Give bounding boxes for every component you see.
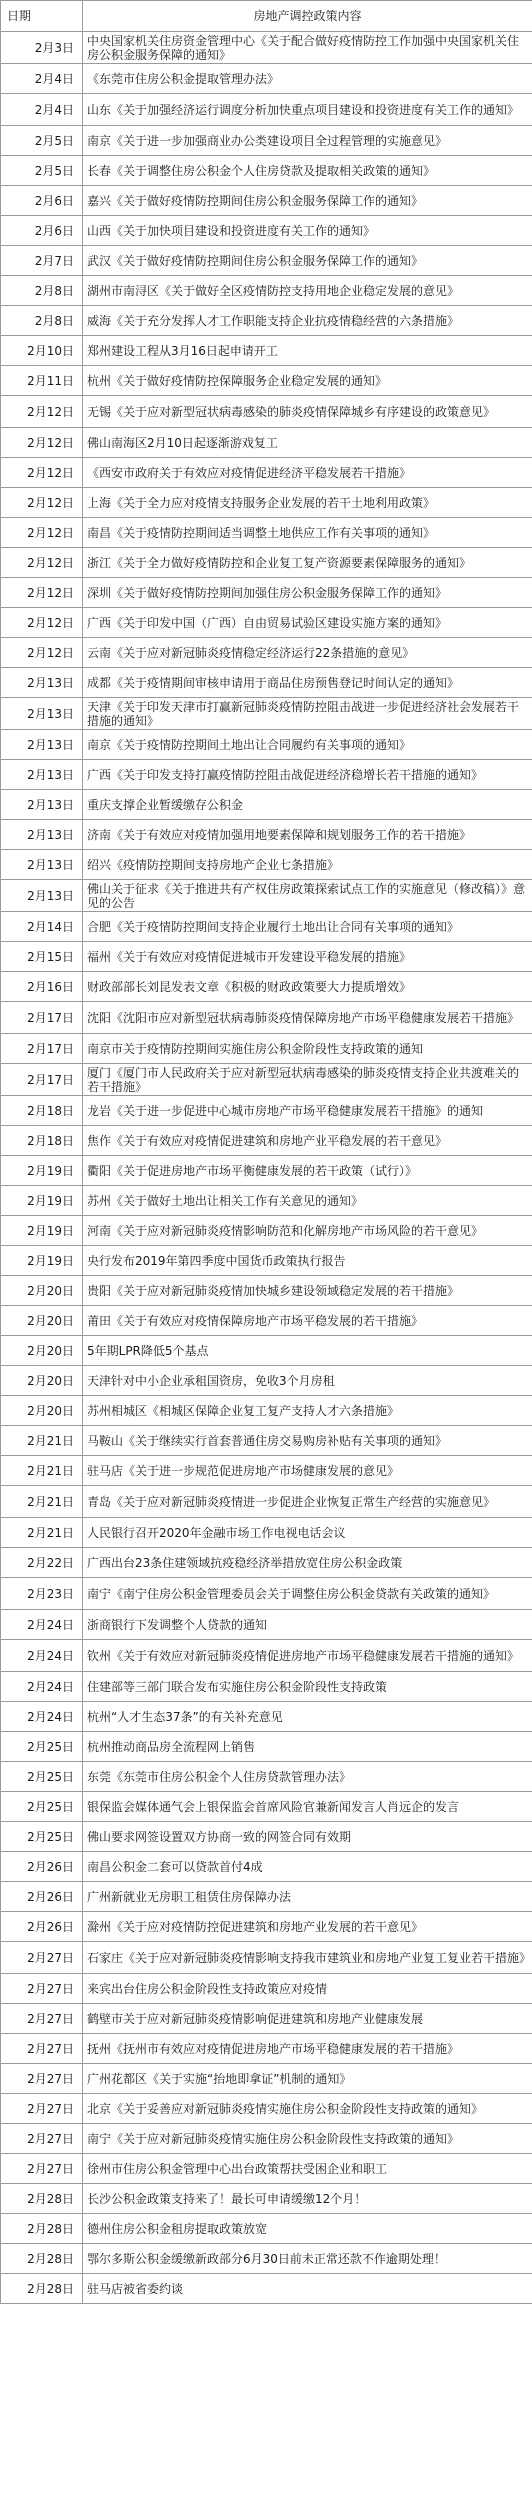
row-date: 2月27日 [1, 2154, 83, 2184]
table-row [1, 366, 532, 396]
table-row [1, 2244, 532, 2274]
table-row [1, 396, 532, 428]
row-date: 2月27日 [1, 2034, 83, 2064]
table-row [1, 2274, 532, 2304]
row-policy-text: 南京市关于疫情防控期间实施住房公积金阶段性支持政策的通知 [83, 1034, 532, 1064]
row-policy-text: 南宁《关于应对新冠肺炎疫情实施住房公积金阶段性支持政策的通知》 [83, 2124, 532, 2154]
row-policy-text: 厦门《厦门市人民政府关于应对新型冠状病毒感染的肺炎疫情支持企业共渡难关的若干措施》 [83, 1064, 532, 1096]
row-policy-text: 莆田《关于有效应对疫情保障房地产市场平稳发展的若干措施》 [83, 1306, 532, 1336]
row-policy-text: 德州住房公积金租房提取政策放宽 [83, 2214, 532, 2244]
table-row [1, 730, 532, 760]
table-row [1, 668, 532, 698]
row-date: 2月23日 [1, 1578, 83, 1610]
table-row [1, 2184, 532, 2214]
row-date: 2月27日 [1, 1942, 83, 1974]
row-date: 2月12日 [1, 396, 83, 428]
table-row [1, 126, 532, 156]
table-row [1, 1156, 532, 1186]
row-policy-text: 北京《关于妥善应对新冠肺炎疫情实施住房公积金阶段性支持政策的通知》 [83, 2094, 532, 2124]
row-date: 2月24日 [1, 1640, 83, 1672]
row-date: 2月6日 [1, 186, 83, 216]
table-row [1, 1672, 532, 1702]
row-policy-text: 天津针对中小企业承租国资房，免收3个月房租 [83, 1366, 532, 1396]
row-policy-text: 滁州《关于应对疫情防控促进建筑和房地产业发展的若干意见》 [83, 1912, 532, 1942]
table-row [1, 880, 532, 912]
row-policy-text: 浙江《关于全力做好疫情防控和企业复工复产资源要素保障服务的通知》 [83, 548, 532, 578]
row-policy-text: 杭州推动商品房全流程网上销售 [83, 1732, 532, 1762]
row-policy-text: 焦作《关于有效应对疫情促进建筑和房地产业平稳发展的若干意见》 [83, 1126, 532, 1156]
row-date: 2月21日 [1, 1456, 83, 1486]
row-date: 2月21日 [1, 1426, 83, 1456]
row-date: 2月13日 [1, 820, 83, 850]
row-date: 2月12日 [1, 608, 83, 638]
row-policy-text: 驻马店被省委约谈 [83, 2274, 532, 2304]
row-date: 2月24日 [1, 1702, 83, 1732]
table-row [1, 760, 532, 790]
table-row [1, 1518, 532, 1548]
table-row [1, 1882, 532, 1912]
row-policy-text: 来宾出台住房公积金阶段性支持政策应对疫情 [83, 1974, 532, 2004]
content-column-header: 房地产调控政策内容 [83, 1, 532, 32]
row-date: 2月25日 [1, 1822, 83, 1852]
row-policy-text: 《东莞市住房公积金提取管理办法》 [83, 64, 532, 94]
row-date: 2月5日 [1, 156, 83, 186]
table-row [1, 216, 532, 246]
row-date: 2月13日 [1, 760, 83, 790]
table-row [1, 1762, 532, 1792]
table-row [1, 1002, 532, 1034]
row-policy-text: 广西《关于印发支持打赢疫情防控阻击战促进经济稳增长若干措施的通知》 [83, 760, 532, 790]
table-row [1, 2124, 532, 2154]
row-date: 2月17日 [1, 1064, 83, 1096]
row-policy-text: 济南《关于有效应对疫情加强用地要素保障和规划服务工作的若干措施》 [83, 820, 532, 850]
table-row [1, 2004, 532, 2034]
row-date: 2月17日 [1, 1034, 83, 1064]
table-row [1, 912, 532, 942]
row-date: 2月28日 [1, 2184, 83, 2214]
table-row [1, 94, 532, 126]
table-row [1, 1548, 532, 1578]
row-policy-text: 衢阳《关于促进房地产市场平衡健康发展的若干政策（试行）》 [83, 1156, 532, 1186]
table-row [1, 1792, 532, 1822]
row-date: 2月20日 [1, 1396, 83, 1426]
row-policy-text: 鹤壁市关于应对新冠肺炎疫情影响促进建筑和房地产业健康发展 [83, 2004, 532, 2034]
row-policy-text: 威海《关于充分发挥人才工作职能支持企业抗疫情稳经营的六条措施》 [83, 306, 532, 336]
row-date: 2月5日 [1, 126, 83, 156]
table-row [1, 488, 532, 518]
row-date: 2月12日 [1, 488, 83, 518]
row-date: 2月13日 [1, 790, 83, 820]
table-row [1, 638, 532, 668]
row-policy-text: 天津《关于印发天津市打赢新冠肺炎疫情防控阻击战进一步促进经济社会发展若干措施的通知》 [83, 698, 532, 730]
row-policy-text: 佛山南海区2月10日起逐渐游戏复工 [83, 428, 532, 458]
row-policy-text: 南宁《南宁住房公积金管理委员会关于调整住房公积金贷款有关政策的通知》 [83, 1578, 532, 1610]
table-row [1, 1426, 532, 1456]
row-policy-text: 广西《关于印发中国（广西）自由贸易试验区建设实施方案的通知》 [83, 608, 532, 638]
table-row [1, 1942, 532, 1974]
table-row [1, 1096, 532, 1126]
table-row [1, 1486, 532, 1518]
row-date: 2月19日 [1, 1156, 83, 1186]
row-date: 2月4日 [1, 64, 83, 94]
row-date: 2月27日 [1, 2124, 83, 2154]
date-column-header: 日期 [1, 1, 83, 32]
row-policy-text: 杭州《关于做好疫情防控保障服务企业稳定发展的通知》 [83, 366, 532, 396]
row-date: 2月27日 [1, 2064, 83, 2094]
table-row [1, 2064, 532, 2094]
row-date: 2月13日 [1, 880, 83, 912]
row-policy-text: 嘉兴《关于做好疫情防控期间住房公积金服务保障工作的通知》 [83, 186, 532, 216]
row-policy-text: 湖州市南浔区《关于做好全区疫情防控支持用地企业稳定发展的意见》 [83, 276, 532, 306]
row-policy-text: 中央国家机关住房资金管理中心《关于配合做好疫情防控工作加强中央国家机关住房公积金服务保障的通知》 [83, 32, 532, 64]
row-policy-text: 人民银行召开2020年金融市场工作电视电话会议 [83, 1518, 532, 1548]
row-date: 2月27日 [1, 1974, 83, 2004]
table-row [1, 428, 532, 458]
row-date: 2月25日 [1, 1732, 83, 1762]
table-row [1, 1578, 532, 1610]
row-date: 2月26日 [1, 1912, 83, 1942]
table-row [1, 1064, 532, 1096]
table-row [1, 578, 532, 608]
row-date: 2月6日 [1, 216, 83, 246]
table-row [1, 2034, 532, 2064]
table-row [1, 1246, 532, 1276]
table-row [1, 1276, 532, 1306]
table-row [1, 1216, 532, 1246]
row-date: 2月4日 [1, 94, 83, 126]
row-policy-text: 南昌公积金二套可以贷款首付4成 [83, 1852, 532, 1882]
table-row [1, 1366, 532, 1396]
row-date: 2月22日 [1, 1548, 83, 1578]
row-policy-text: 佛山关于征求《关于推进共有产权住房政策探索试点工作的实施意见（修改稿）》意见的公告 [83, 880, 532, 912]
table-row [1, 1640, 532, 1672]
row-date: 2月13日 [1, 850, 83, 880]
table-row [1, 2094, 532, 2124]
row-policy-text: 东莞《东莞市住房公积金个人住房贷款管理办法》 [83, 1762, 532, 1792]
row-date: 2月13日 [1, 730, 83, 760]
row-date: 2月12日 [1, 578, 83, 608]
table-row [1, 1186, 532, 1216]
table-row [1, 608, 532, 638]
table-row [1, 458, 532, 488]
row-date: 2月12日 [1, 458, 83, 488]
row-date: 2月18日 [1, 1126, 83, 1156]
row-policy-text: 钦州《关于有效应对新冠肺炎疫情促进房地产市场平稳健康发展若干措施的通知》 [83, 1640, 532, 1672]
table-row [1, 1702, 532, 1732]
row-date: 2月28日 [1, 2244, 83, 2274]
row-policy-text: 佛山要求网签设置双方协商一致的网签合同有效期 [83, 1822, 532, 1852]
row-policy-text: 住建部等三部门联合发布实施住房公积金阶段性支持政策 [83, 1672, 532, 1702]
row-policy-text: 马鞍山《关于继续实行首套普通住房交易购房补贴有关事项的通知》 [83, 1426, 532, 1456]
table-row [1, 518, 532, 548]
row-date: 2月26日 [1, 1852, 83, 1882]
row-policy-text: 央行发布2019年第四季度中国货币政策执行报告 [83, 1246, 532, 1276]
table-row [1, 32, 532, 64]
row-policy-text: 抚州《抚州市有效应对疫情促进房地产市场平稳健康发展的若干措施》 [83, 2034, 532, 2064]
row-date: 2月12日 [1, 428, 83, 458]
row-policy-text: 龙岩《关于进一步促进中心城市房地产市场平稳健康发展若干措施》的通知 [83, 1096, 532, 1126]
row-date: 2月10日 [1, 336, 83, 366]
row-policy-text: 徐州市住房公积金管理中心出台政策帮扶受困企业和职工 [83, 2154, 532, 2184]
row-policy-text: 南京《关于疫情防控期间土地出让合同履约有关事项的通知》 [83, 730, 532, 760]
table-row [1, 820, 532, 850]
row-policy-text: 武汉《关于做好疫情防控期间住房公积金服务保障工作的通知》 [83, 246, 532, 276]
row-policy-text: 河南《关于应对新冠肺炎疫情影响防范和化解房地产市场风险的若干意见》 [83, 1216, 532, 1246]
row-date: 2月20日 [1, 1276, 83, 1306]
table-row [1, 1822, 532, 1852]
table-row [1, 1456, 532, 1486]
row-policy-text: 南京《关于进一步加强商业办公类建设项目全过程管理的实施意见》 [83, 126, 532, 156]
row-date: 2月12日 [1, 518, 83, 548]
table-row [1, 1852, 532, 1882]
row-policy-text: 贵阳《关于应对新冠肺炎疫情加快城乡建设领域稳定发展的若干措施》 [83, 1276, 532, 1306]
row-date: 2月20日 [1, 1336, 83, 1366]
table-row [1, 1610, 532, 1640]
table-row [1, 2214, 532, 2244]
row-date: 2月12日 [1, 548, 83, 578]
row-date: 2月13日 [1, 668, 83, 698]
row-date: 2月20日 [1, 1366, 83, 1396]
table-row [1, 850, 532, 880]
row-date: 2月13日 [1, 698, 83, 730]
table-row [1, 1336, 532, 1366]
row-policy-text: 山东《关于加强经济运行调度分析加快重点项目建设和投资进度有关工作的通知》 [83, 94, 532, 126]
row-date: 2月28日 [1, 2214, 83, 2244]
row-date: 2月19日 [1, 1186, 83, 1216]
table-row [1, 1732, 532, 1762]
row-date: 2月21日 [1, 1486, 83, 1518]
row-date: 2月12日 [1, 638, 83, 668]
table-row [1, 942, 532, 972]
row-date: 2月24日 [1, 1610, 83, 1640]
row-policy-text: 广州新就业无房职工租赁住房保障办法 [83, 1882, 532, 1912]
row-date: 2月14日 [1, 912, 83, 942]
table-row [1, 548, 532, 578]
row-date: 2月8日 [1, 306, 83, 336]
row-policy-text: 驻马店《关于进一步规范促进房地产市场健康发展的意见》 [83, 1456, 532, 1486]
table-row [1, 1396, 532, 1426]
row-date: 2月28日 [1, 2274, 83, 2304]
row-date: 2月18日 [1, 1096, 83, 1126]
row-date: 2月24日 [1, 1672, 83, 1702]
table-row [1, 1974, 532, 2004]
row-policy-text: 上海《关于全力应对疫情支持服务企业发展的若干土地利用政策》 [83, 488, 532, 518]
row-policy-text: 长春《关于调整住房公积金个人住房贷款及提取相关政策的通知》 [83, 156, 532, 186]
row-date: 2月27日 [1, 2004, 83, 2034]
row-policy-text: 沈阳《沈阳市应对新型冠状病毒肺炎疫情保障房地产市场平稳健康发展若干措施》 [83, 1002, 532, 1034]
row-policy-text: 苏州《关于做好土地出让相关工作有关意见的通知》 [83, 1186, 532, 1216]
row-date: 2月19日 [1, 1216, 83, 1246]
table-row [1, 1126, 532, 1156]
row-date: 2月11日 [1, 366, 83, 396]
table-row [1, 336, 532, 366]
row-date: 2月27日 [1, 2094, 83, 2124]
row-date: 2月17日 [1, 1002, 83, 1034]
row-date: 2月21日 [1, 1518, 83, 1548]
table-row [1, 246, 532, 276]
row-policy-text: 山西《关于加快项目建设和投资进度有关工作的通知》 [83, 216, 532, 246]
table-row [1, 698, 532, 730]
row-policy-text: 5年期LPR降低5个基点 [83, 1336, 532, 1366]
table-row [1, 156, 532, 186]
row-date: 2月25日 [1, 1792, 83, 1822]
row-policy-text: 南昌《关于疫情防控期间适当调整土地供应工作有关事项的通知》 [83, 518, 532, 548]
row-policy-text: 鄂尔多斯公积金缓缴新政部分6月30日前未正常还款不作逾期处理！ [83, 2244, 532, 2274]
table-body [1, 32, 532, 2304]
row-date: 2月19日 [1, 1246, 83, 1276]
row-policy-text: 财政部部长刘昆发表文章《积极的财政政策要大力提质增效》 [83, 972, 532, 1002]
row-date: 2月25日 [1, 1762, 83, 1792]
row-policy-text: 福州《关于有效应对疫情促进城市开发建设平稳发展的措施》 [83, 942, 532, 972]
row-policy-text: 云南《关于应对新冠肺炎疫情稳定经济运行22条措施的意见》 [83, 638, 532, 668]
row-policy-text: 合肥《关于疫情防控期间支持企业履行土地出让合同有关事项的通知》 [83, 912, 532, 942]
row-policy-text: 长沙公积金政策支持来了！最长可申请缓缴12个月！ [83, 2184, 532, 2214]
table-row [1, 1034, 532, 1064]
row-date: 2月15日 [1, 942, 83, 972]
table-row [1, 64, 532, 94]
row-policy-text: 石家庄《关于应对新冠肺炎疫情影响支持我市建筑业和房地产业复工复业若干措施》 [83, 1942, 532, 1974]
row-date: 2月20日 [1, 1306, 83, 1336]
row-policy-text: 成都《关于疫情期间审核申请用于商品住房预售登记时间认定的通知》 [83, 668, 532, 698]
table-header-row [1, 1, 532, 32]
table-row [1, 790, 532, 820]
row-date: 2月8日 [1, 276, 83, 306]
row-policy-text: 青岛《关于应对新冠肺炎疫情进一步促进企业恢复正常生产经营的实施意见》 [83, 1486, 532, 1518]
row-date: 2月3日 [1, 32, 83, 64]
row-policy-text: 郑州建设工程从3月16日起申请开工 [83, 336, 532, 366]
row-date: 2月16日 [1, 972, 83, 1002]
row-policy-text: 重庆支撑企业暂缓缴存公积金 [83, 790, 532, 820]
row-policy-text: 浙商银行下发调整个人贷款的通知 [83, 1610, 532, 1640]
table-row [1, 276, 532, 306]
row-policy-text: 《西安市政府关于有效应对疫情促进经济平稳发展若干措施》 [83, 458, 532, 488]
table-row [1, 972, 532, 1002]
table-row [1, 306, 532, 336]
row-policy-text: 无锡《关于应对新型冠状病毒感染的肺炎疫情保障城乡有序建设的政策意见》 [83, 396, 532, 428]
row-policy-text: 深圳《关于做好疫情防控期间加强住房公积金服务保障工作的通知》 [83, 578, 532, 608]
row-date: 2月7日 [1, 246, 83, 276]
row-policy-text: 广西出台23条住建领域抗疫稳经济举措放宽住房公积金政策 [83, 1548, 532, 1578]
row-policy-text: 杭州“人才生态37条”的有关补充意见 [83, 1702, 532, 1732]
row-date: 2月26日 [1, 1882, 83, 1912]
row-policy-text: 苏州相城区《相城区保障企业复工复产支持人才六条措施》 [83, 1396, 532, 1426]
table-row [1, 2154, 532, 2184]
table-row [1, 1306, 532, 1336]
table-row [1, 186, 532, 216]
row-policy-text: 广州花都区《关于实施“抬地即拿证”机制的通知》 [83, 2064, 532, 2094]
row-policy-text: 绍兴《疫情防控期间支持房地产企业七条措施》 [83, 850, 532, 880]
table-row [1, 1912, 532, 1942]
row-policy-text: 银保监会媒体通气会上银保监会首席风险官兼新闻发言人肖远企的发言 [83, 1792, 532, 1822]
